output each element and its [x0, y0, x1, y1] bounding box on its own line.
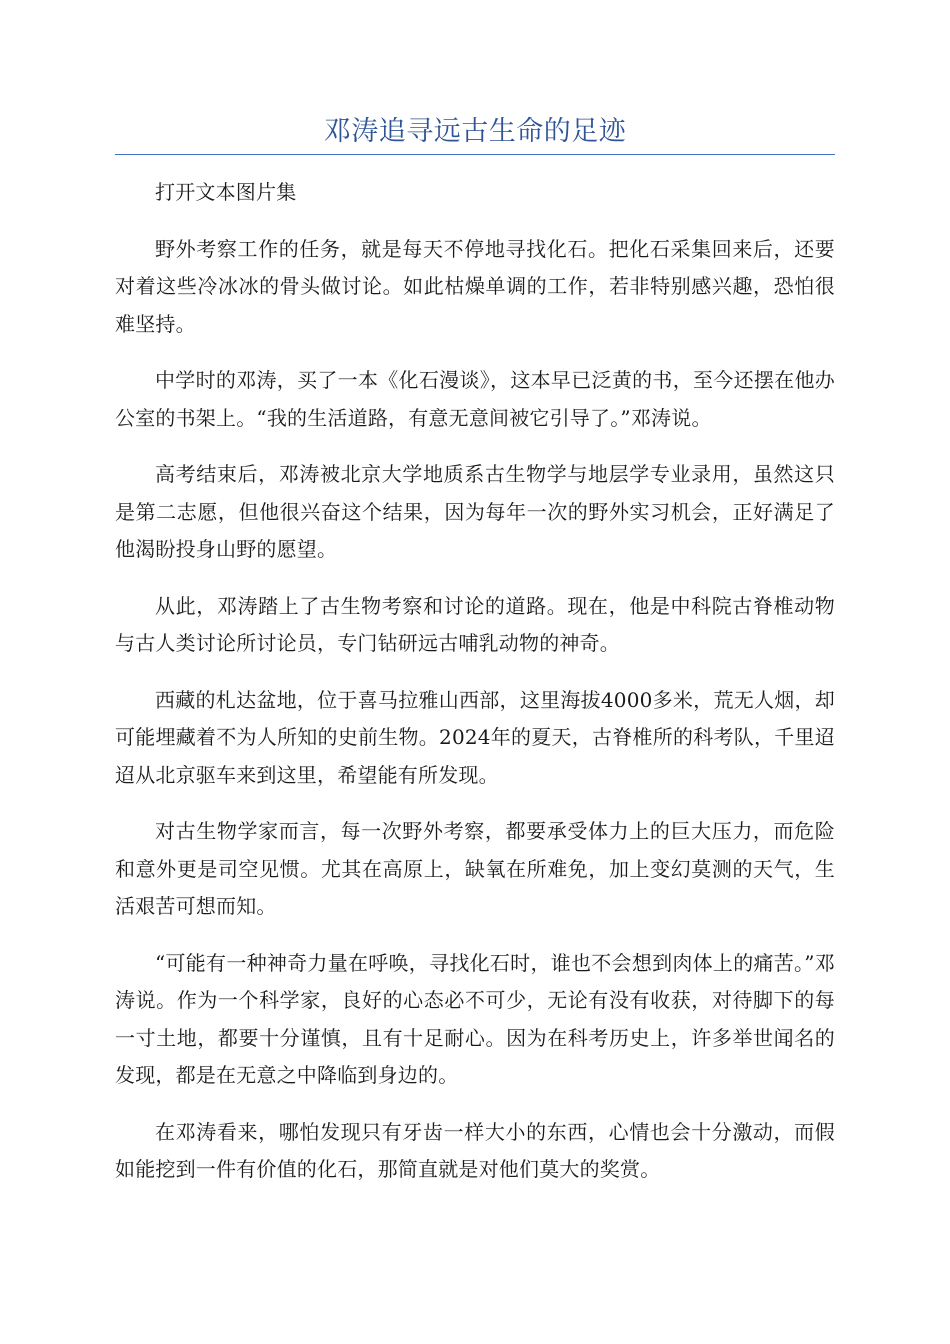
paragraph: 在邓涛看来，哪怕发现只有牙齿一样大小的东西，心情也会十分激动，而假如能挖到一件有价值的化石，那简直就是对他们莫大的奖赏。	[115, 1119, 835, 1181]
page-title: 邓涛追寻远古生命的足迹	[323, 116, 627, 147]
paragraph: 野外考察工作的任务，就是每天不停地寻找化石。把化石采集回来后，还要对着这些冷冰冰的骨头做讨论。如此枯燥单调的工作，若非特别感兴趣，恐怕很难坚持。	[115, 236, 835, 336]
paragraph: “可能有一种神奇力量在呼唤，寻找化石时，谁也不会想到肉体上的痛苦。”邓涛说。作为一个科学家，良好的心态必不可少，无论有没有收获，对待脚下的每一寸土地，都要十分谨慎，且有十足耐心。因为在科考历史上，许多举世闻名的发现，都是在无意之中降临到身边的。	[115, 950, 835, 1087]
paragraph: 从此，邓涛踏上了古生物考察和讨论的道路。现在，他是中科院古脊椎动物与古人类讨论所讨论员，专门钻研远古哺乳动物的神奇。	[115, 593, 835, 655]
paragraph: 西藏的札达盆地，位于喜马拉雅山西部，这里海拔4000多米，荒无人烟，却可能埋藏着不为人所知的史前生物。2024年的夏天，古脊椎所的科考队，千里迢迢从北京驱车来到这里，希望能有所发现。	[115, 687, 835, 787]
paragraph: 中学时的邓涛，买了一本《化石漫谈》，这本早已泛黄的书，至今还摆在他办公室的书架上。“我的生活道路，有意无意间被它引导了。”邓涛说。	[115, 368, 835, 430]
article-body	[115, 174, 835, 1208]
paragraph: 对古生物学家而言，每一次野外考察，都要承受体力上的巨大压力，而危险和意外更是司空见惯。尤其在高原上，缺氧在所难免，加上变幻莫测的天气，生活艰苦可想而知。	[115, 819, 835, 918]
title-underline-divider	[115, 154, 835, 155]
paragraph-gallery-link: 打开文本图片集	[155, 180, 297, 204]
paragraph: 高考结束后，邓涛被北京大学地质系古生物学与地层学专业录用，虽然这只是第二志愿，但他很兴奋这个结果，因为每年一次的野外实习机会，正好满足了他渴盼投身山野的愿望。	[115, 462, 835, 561]
